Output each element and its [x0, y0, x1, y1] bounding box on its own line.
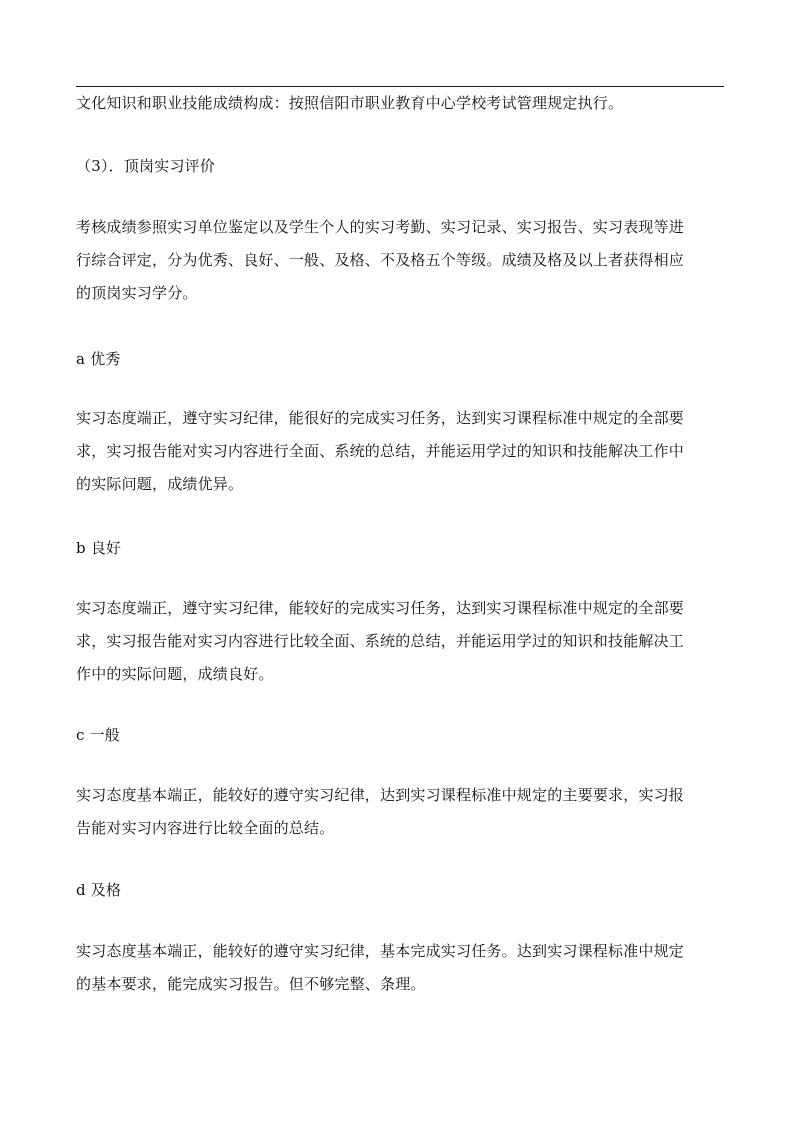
desc-line: 的实际问题，成绩优异。 [76, 475, 244, 493]
desc-line: 实习态度端正，遵守实习纪律，能很好的完成实习任务，达到实习课程标准中规定的全部要 [76, 409, 685, 427]
intro-text: 文化知识和职业技能成绩构成：按照信阳市职业教育中心学校考试管理规定执行。 [76, 94, 624, 112]
grade-desc-pass [76, 935, 724, 1001]
overview-line: 行综合评定，分为优秀、良好、一般、及格、不及格五个等级。成绩及格及以上者获得相应 [76, 251, 685, 269]
grade-label-pass: d 及格 [76, 881, 122, 899]
intro-paragraph [76, 87, 724, 120]
desc-line: 实习态度基本端正，能较好的遵守实习纪律，达到实习课程标准中规定的主要要求，实习报 [76, 786, 685, 804]
desc-line: 求，实习报告能对实习内容进行比较全面、系统的总结，并能运用学过的知识和技能解决工 [76, 632, 685, 650]
desc-line: 告能对实习内容进行比较全面的总结。 [76, 819, 335, 837]
grade-desc-good [76, 592, 724, 691]
desc-line: 的基本要求，能完成实习报告。但不够完整、条理。 [76, 975, 426, 993]
desc-line: 作中的实际问题，成绩良好。 [76, 665, 274, 683]
grade-label-excellent: a 优秀 [76, 350, 121, 368]
grade-desc-average [76, 779, 724, 845]
overview-paragraph [76, 211, 724, 310]
desc-line: 实习态度端正，遵守实习纪律，能较好的完成实习任务，达到实习课程标准中规定的全部要 [76, 599, 685, 617]
grade-desc-excellent [76, 402, 724, 501]
grade-label-average: c 一般 [76, 726, 120, 744]
desc-line: 求，实习报告能对实习内容进行全面、系统的总结，并能运用学过的知识和技能解决工作中 [76, 442, 685, 460]
section-heading: （3）．顶岗实习评价 [76, 157, 216, 175]
overview-line: 的顶岗实习学分。 [76, 284, 198, 302]
overview-line: 考核成绩参照实习单位鉴定以及学生个人的实习考勤、实习记录、实习报告、实习表现等进 [76, 218, 685, 236]
desc-line: 实习态度基本端正，能较好的遵守实习纪律，基本完成实习任务。达到实习课程标准中规定 [76, 942, 685, 960]
grade-label-good: b 良好 [76, 539, 122, 557]
